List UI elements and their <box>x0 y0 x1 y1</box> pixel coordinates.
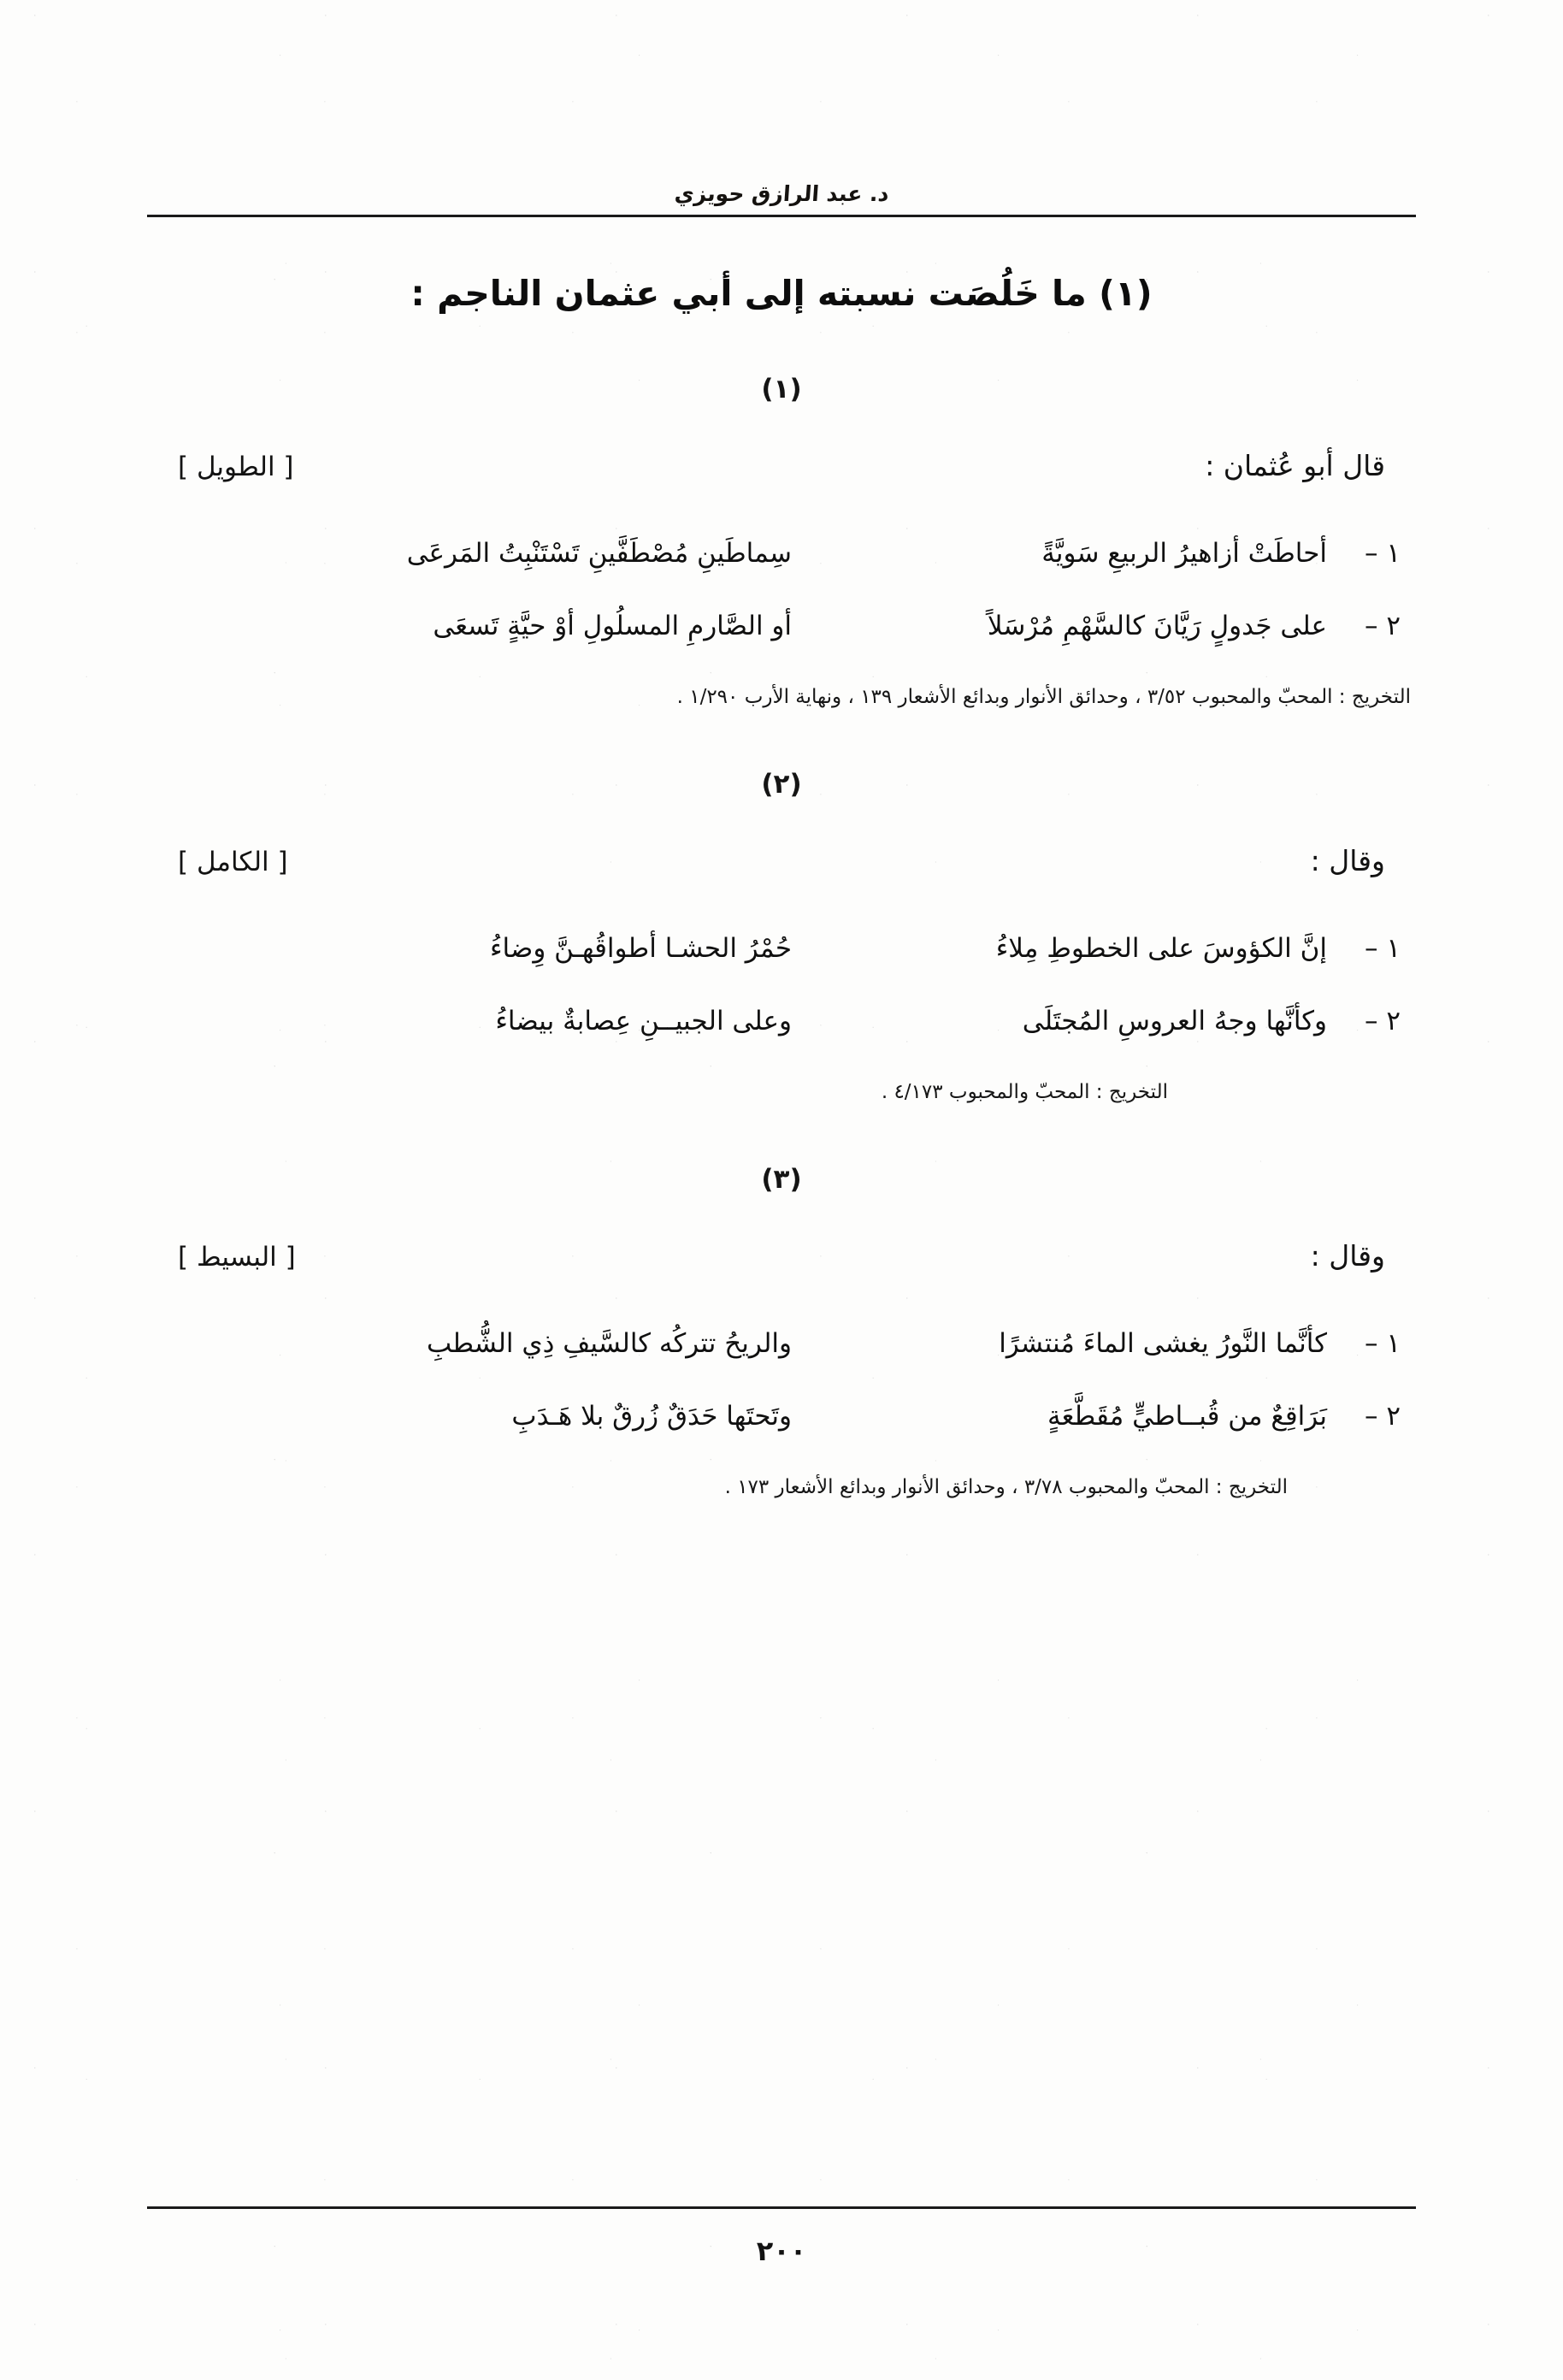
poem-attribution-3: وقال : <box>1310 1239 1385 1273</box>
poem-number-1: (١) <box>761 374 802 405</box>
poem-meter-3: [ البسيط ] <box>178 1242 296 1273</box>
verse-line <box>147 601 1416 652</box>
hemistich-first: وكأنَّها وجهُ العروسِ المُجتَلَى <box>1022 1006 1327 1037</box>
hemistich-second: وتَحتَها حَدَقٌ زُرقٌ بلا هَـدَبِ <box>511 1401 792 1432</box>
verse-number: ١ – <box>1364 933 1401 965</box>
poem-meter-2: [ الكامل ] <box>178 847 288 878</box>
hemistich-first: بَرَاقِعٌ من قُبــاطيٍّ مُقَطَّعَةٍ <box>1047 1401 1327 1432</box>
header-author-name: د. عبد الرازق حويزي <box>673 181 890 206</box>
hemistich-first: أحاطَتْ أزاهيرُ الربيعِ سَويَّةً <box>1041 538 1327 570</box>
footer-divider <box>147 2206 1416 2209</box>
verse-number: ١ – <box>1364 538 1401 570</box>
running-header <box>147 181 1416 206</box>
poem-number-2: (٢) <box>761 769 802 800</box>
attribution-row-1 <box>147 449 1416 482</box>
hemistich-first: إنَّ الكؤوسَ على الخطوطِ مِلاءُ <box>995 933 1327 965</box>
poem-number-3: (٣) <box>761 1164 802 1196</box>
hemistich-second: والريحُ تتركُه كالسَّيفِ ذِي الشُّطبِ <box>426 1328 792 1360</box>
hemistich-second: سِماطَينِ مُصْطَفَّينِ تَسْتَنْبِتُ المَرعَى <box>406 538 792 570</box>
poem-meter-1: [ الطويل ] <box>178 452 294 483</box>
poem-attribution-2: وقال : <box>1310 844 1385 878</box>
header-divider <box>147 215 1416 217</box>
poem-section-2 <box>147 769 1416 1109</box>
verse-number: ٢ – <box>1364 611 1401 642</box>
hemistich-second: حُمْرُ الحشـا أطواقُهـنَّ وِضاءُ <box>489 933 792 965</box>
hemistich-second: وعلى الجبيــنِ عِصابةٌ بيضاءُ <box>495 1006 792 1037</box>
verse-line <box>147 924 1416 974</box>
hemistich-second: أو الصَّارمِ المسلُولِ أوْ حيَّةٍ تَسعَى <box>433 611 792 642</box>
attribution-row-3 <box>147 1239 1416 1273</box>
verse-line <box>147 1391 1416 1442</box>
takhrij-source-note-3: التخريج : المحبّ والمحبوب ٣/٧٨ ، وحدائق الأنوار وبدائع الأشعار ١٧٣ . <box>724 1475 1288 1498</box>
takhrij-source-note-1: التخريج : المحبّ والمحبوب ٣/٥٢ ، وحدائق الأنوار وبدائع الأشعار ١٣٩ ، ونهاية الأرب ١/٢٩٠ . <box>676 686 1411 709</box>
poem-attribution-1: قال أبو عُثمان : <box>1205 449 1385 483</box>
page-number: ٢٠٠ <box>756 2235 807 2267</box>
poem-section-3 <box>147 1164 1416 1504</box>
verse-number: ٢ – <box>1364 1401 1401 1432</box>
takhrij-source-note-2: التخريج : المحبّ والمحبوب ٤/١٧٣ . <box>881 1081 1168 1104</box>
page-footer <box>147 2206 1416 2267</box>
attribution-row-2 <box>147 844 1416 877</box>
page-title: (١) ما خَلُصَت نسبته إلى أبي عثمان الناجم : <box>410 273 1153 314</box>
verse-line <box>147 529 1416 579</box>
verse-line <box>147 996 1416 1047</box>
verse-number: ١ – <box>1364 1328 1401 1360</box>
hemistich-first: كأنَّما النَّورُ يغشى الماءَ مُنتشرًا <box>999 1328 1327 1360</box>
hemistich-first: على جَدولٍ رَيَّانَ كالسَّهْمِ مُرْسَلاً <box>987 611 1327 642</box>
verse-line <box>147 1319 1416 1369</box>
verse-number: ٢ – <box>1364 1006 1401 1037</box>
poem-section-1 <box>147 374 1416 714</box>
